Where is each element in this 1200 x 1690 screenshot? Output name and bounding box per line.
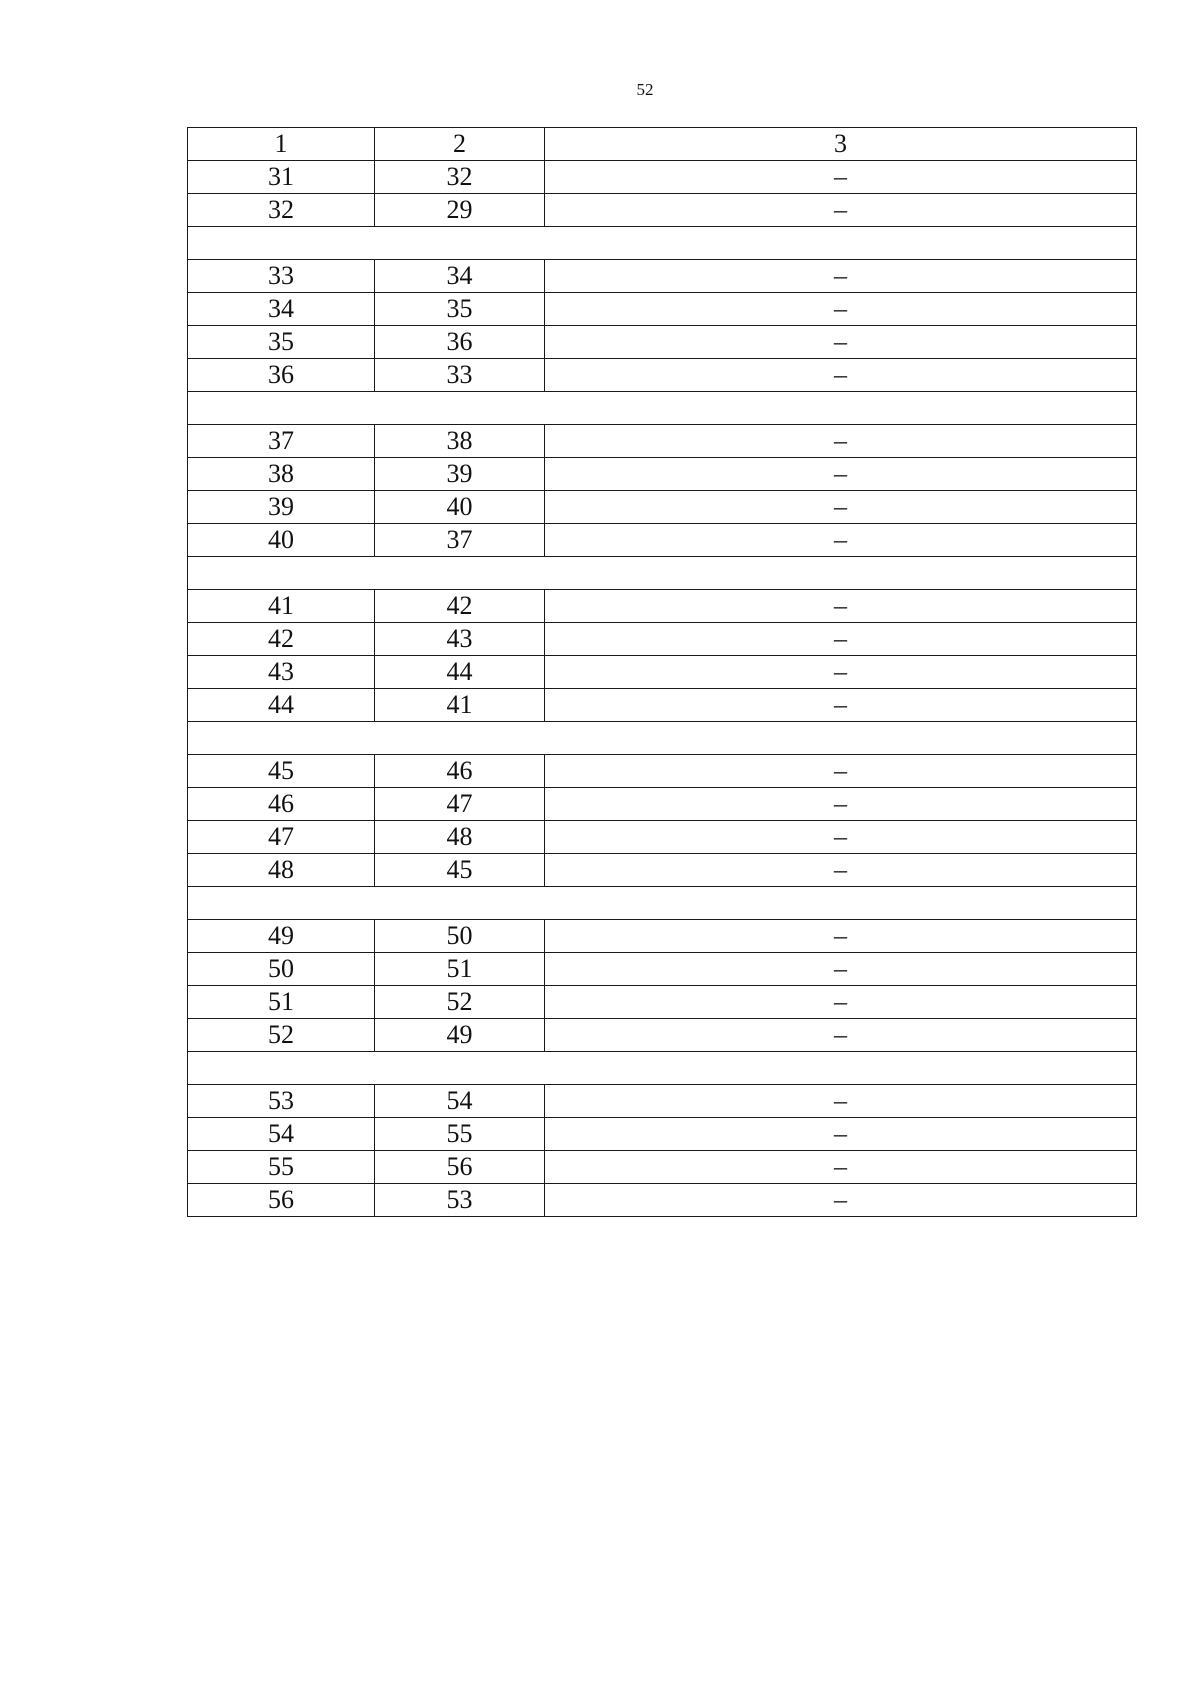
group-separator-row [188,722,1137,755]
table-cell-col-3: – [545,689,1137,722]
table-cell-col-1: 56 [188,1184,375,1217]
table-cell-col-1: 41 [188,590,375,623]
table-row [188,1151,1137,1184]
table-row [188,293,1137,326]
table-cell-col-3: – [545,260,1137,293]
table-row [188,194,1137,227]
table-cell-col-1: 50 [188,953,375,986]
table-header-row [188,128,1137,161]
table-cell-col-3: – [545,1118,1137,1151]
table-cell-col-2: 38 [375,425,545,458]
table-row [188,623,1137,656]
group-separator-row [188,392,1137,425]
table-cell-col-3: – [545,359,1137,392]
column-header-3: 3 [545,128,1137,161]
table-cell-col-1: 49 [188,920,375,953]
table-row [188,1118,1137,1151]
table-cell-col-1: 40 [188,524,375,557]
table-row [188,524,1137,557]
table-cell-col-2: 50 [375,920,545,953]
table-cell-col-2: 33 [375,359,545,392]
group-separator-cell [188,557,1137,590]
table-cell-col-3: – [545,491,1137,524]
table-row [188,821,1137,854]
table-cell-col-1: 31 [188,161,375,194]
table-cell-col-2: 48 [375,821,545,854]
table-row [188,590,1137,623]
table-cell-col-3: – [545,590,1137,623]
table-cell-col-3: – [545,293,1137,326]
column-header-2: 2 [375,128,545,161]
table-cell-col-3: – [545,326,1137,359]
group-separator-cell [188,722,1137,755]
table-row [188,491,1137,524]
table-cell-col-3: – [545,920,1137,953]
table-cell-col-1: 46 [188,788,375,821]
table-cell-col-3: – [545,425,1137,458]
table-cell-col-1: 33 [188,260,375,293]
table-cell-col-3: – [545,656,1137,689]
table-row [188,1184,1137,1217]
table-cell-col-1: 34 [188,293,375,326]
page-number: 52 [636,80,654,99]
table-row [188,656,1137,689]
table-row [188,161,1137,194]
table-cell-col-3: – [545,755,1137,788]
table-row [188,788,1137,821]
table-cell-col-1: 35 [188,326,375,359]
table-cell-col-2: 56 [375,1151,545,1184]
group-separator-row [188,1052,1137,1085]
table-cell-col-1: 52 [188,1019,375,1052]
table-cell-col-2: 34 [375,260,545,293]
table-cell-col-3: – [545,953,1137,986]
table-row [188,1019,1137,1052]
table-cell-col-3: – [545,1184,1137,1217]
table-cell-col-3: – [545,986,1137,1019]
table-cell-col-3: – [545,194,1137,227]
table-row [188,953,1137,986]
table-cell-col-2: 54 [375,1085,545,1118]
table-cell-col-2: 46 [375,755,545,788]
table-cell-col-2: 42 [375,590,545,623]
table-row [188,260,1137,293]
group-separator-row [188,227,1137,260]
table-cell-col-3: – [545,1019,1137,1052]
table-cell-col-2: 39 [375,458,545,491]
table-cell-col-2: 53 [375,1184,545,1217]
table-cell-col-1: 54 [188,1118,375,1151]
table-cell-col-2: 44 [375,656,545,689]
group-separator-cell [188,1052,1137,1085]
table-cell-col-2: 45 [375,854,545,887]
table-cell-col-1: 42 [188,623,375,656]
table-cell-col-1: 32 [188,194,375,227]
table-cell-col-2: 41 [375,689,545,722]
table-cell-col-2: 37 [375,524,545,557]
table-cell-col-2: 36 [375,326,545,359]
table-body [188,128,1137,1217]
group-separator-cell [188,887,1137,920]
table-row [188,755,1137,788]
table-cell-col-2: 43 [375,623,545,656]
table-cell-col-3: – [545,458,1137,491]
table-cell-col-1: 55 [188,1151,375,1184]
table-row [188,326,1137,359]
table-cell-col-2: 49 [375,1019,545,1052]
table-cell-col-2: 35 [375,293,545,326]
table-cell-col-1: 39 [188,491,375,524]
table-row [188,425,1137,458]
table-row [188,1085,1137,1118]
table-cell-col-1: 47 [188,821,375,854]
table-cell-col-1: 44 [188,689,375,722]
table-cell-col-3: – [545,623,1137,656]
group-separator-cell [188,392,1137,425]
group-separator-row [188,887,1137,920]
table-cell-col-1: 45 [188,755,375,788]
table-cell-col-3: – [545,161,1137,194]
table-row [188,986,1137,1019]
table-cell-col-1: 43 [188,656,375,689]
table-cell-col-1: 36 [188,359,375,392]
table-cell-col-2: 47 [375,788,545,821]
table-cell-col-1: 38 [188,458,375,491]
table-cell-col-3: – [545,1151,1137,1184]
table-row [188,458,1137,491]
table-cell-col-1: 37 [188,425,375,458]
table-cell-col-3: – [545,821,1137,854]
table-cell-col-2: 52 [375,986,545,1019]
table-cell-col-3: – [545,854,1137,887]
table-cell-col-1: 48 [188,854,375,887]
table-cell-col-2: 40 [375,491,545,524]
table-cell-col-3: – [545,1085,1137,1118]
table-cell-col-3: – [545,788,1137,821]
table-cell-col-2: 51 [375,953,545,986]
table-row [188,920,1137,953]
column-header-1: 1 [188,128,375,161]
table-cell-col-1: 51 [188,986,375,1019]
table-cell-col-3: – [545,524,1137,557]
table-row [188,689,1137,722]
group-separator-cell [188,227,1137,260]
table-cell-col-1: 53 [188,1085,375,1118]
table-row [188,854,1137,887]
table-cell-col-2: 29 [375,194,545,227]
data-table [187,127,1137,1217]
table-row [188,359,1137,392]
group-separator-row [188,557,1137,590]
table-cell-col-2: 55 [375,1118,545,1151]
table-cell-col-2: 32 [375,161,545,194]
